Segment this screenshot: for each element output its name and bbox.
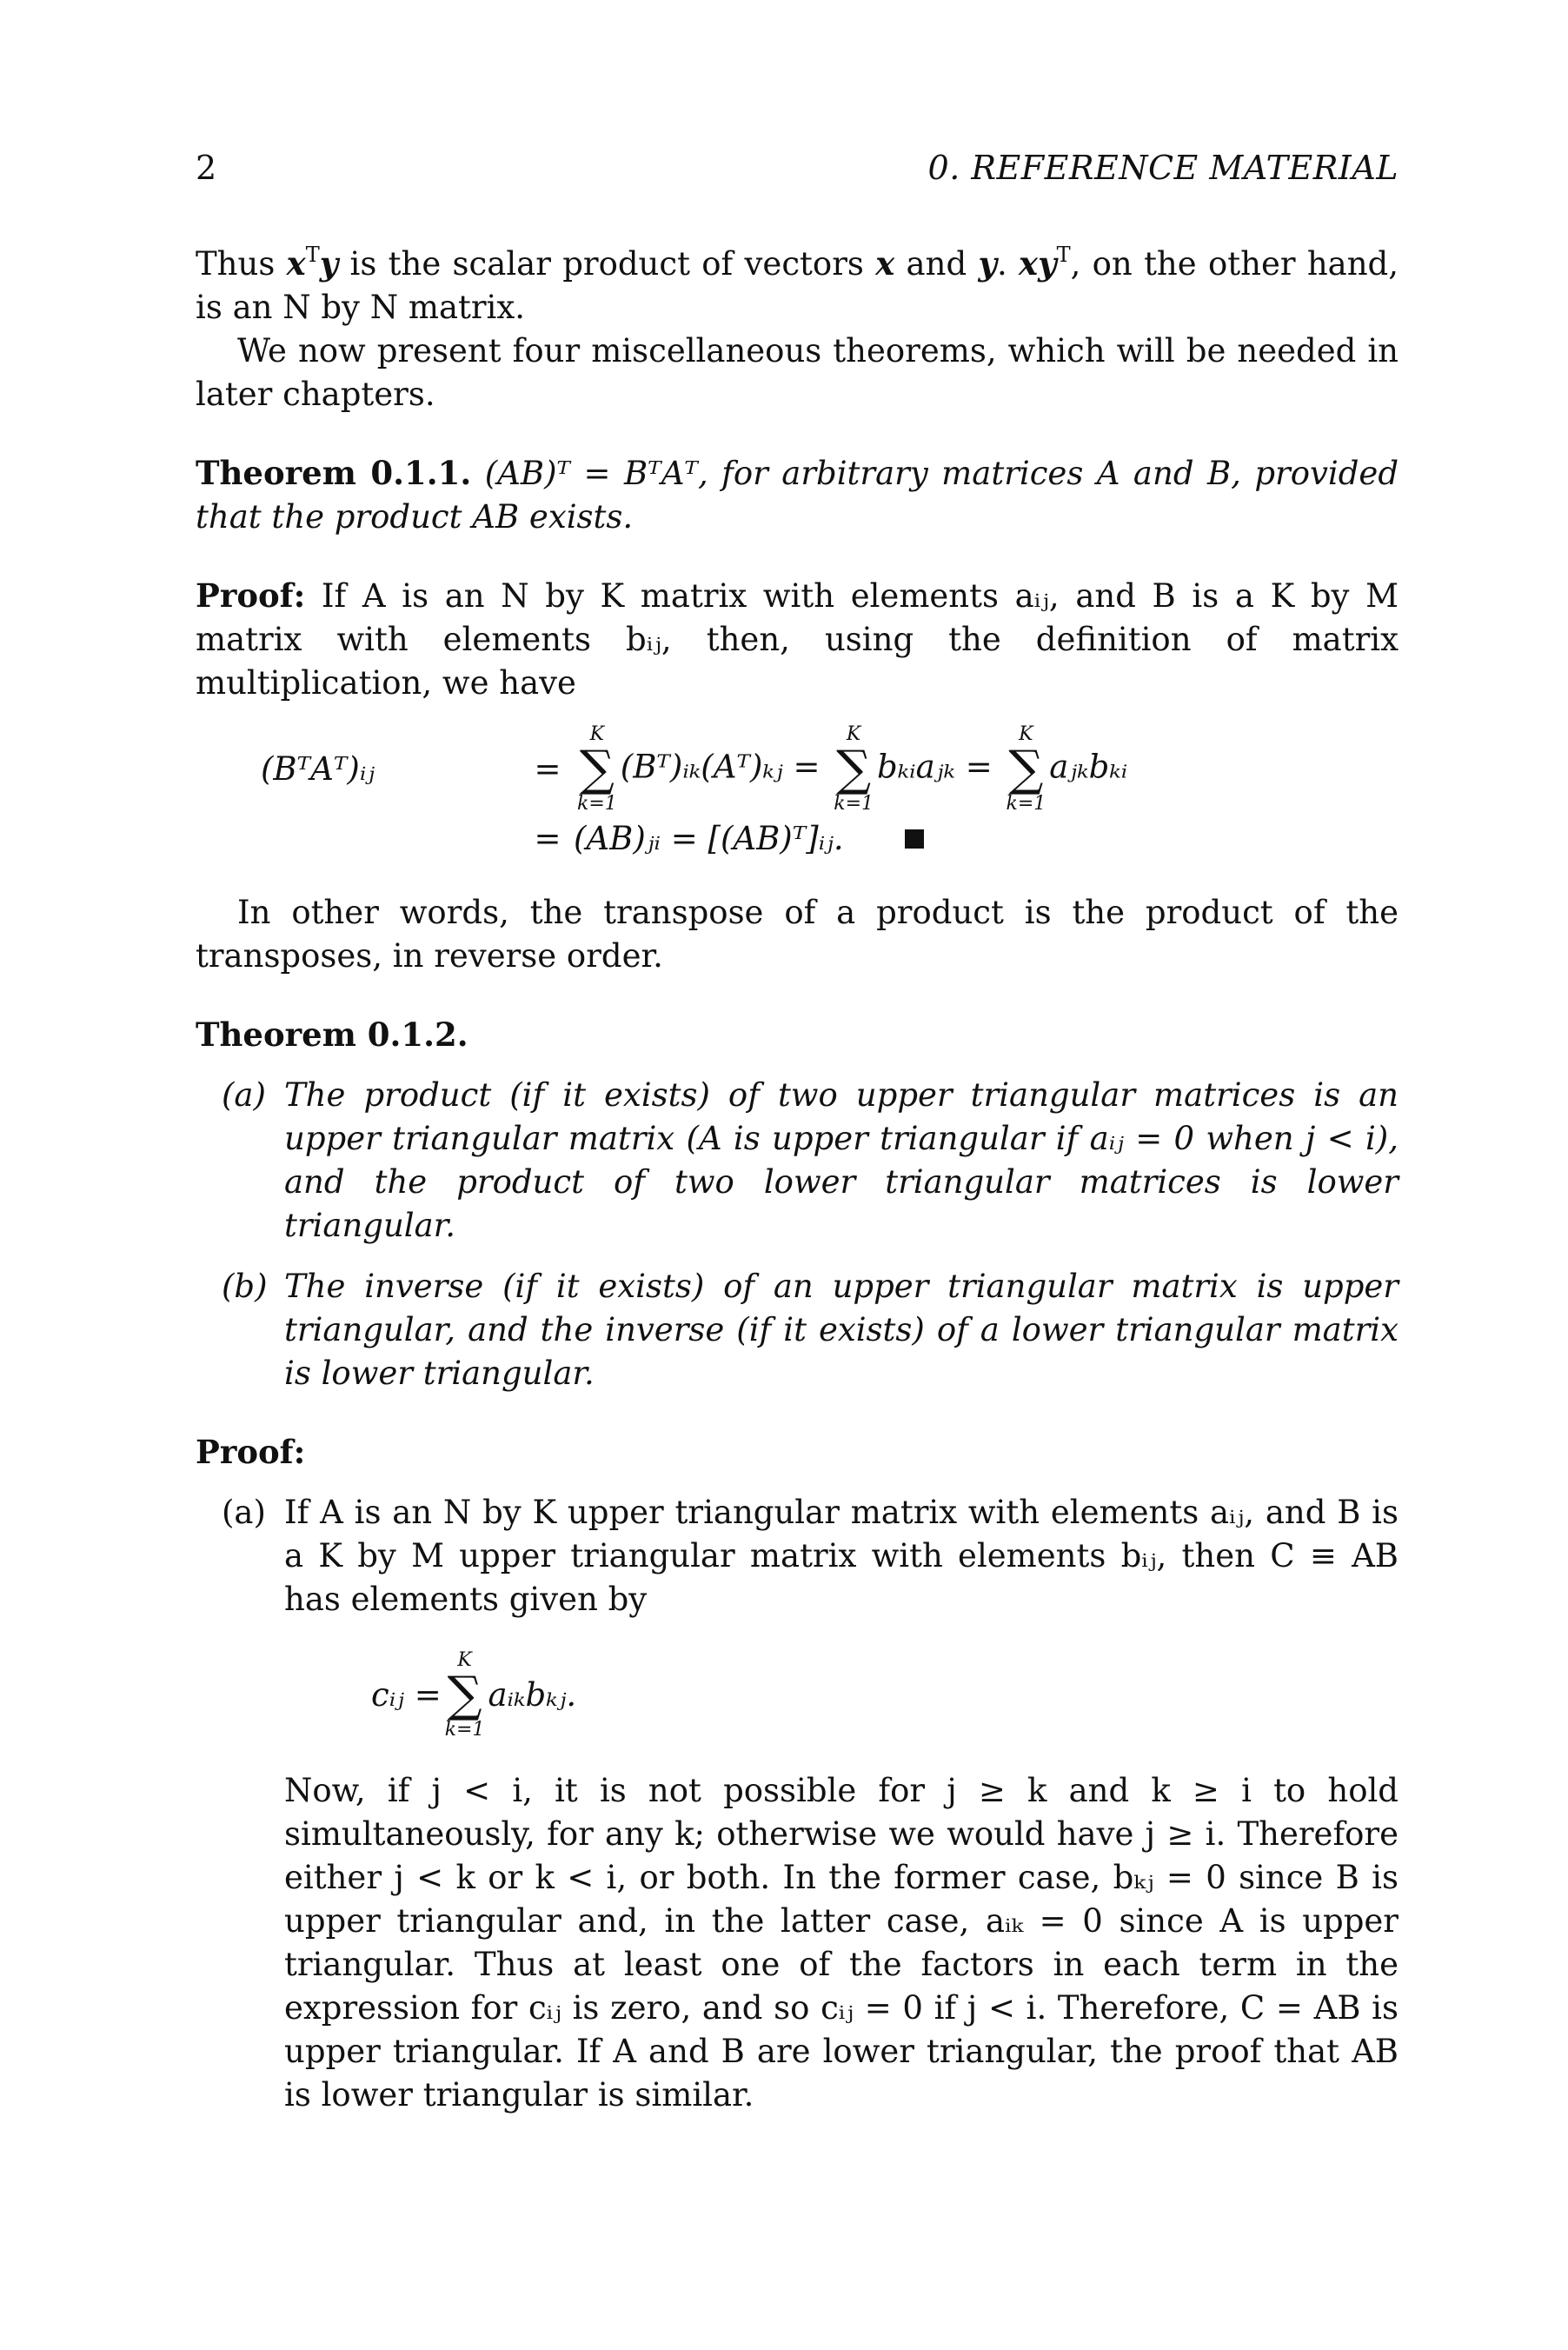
summation-symbol: K ∑ k=1 bbox=[444, 1649, 485, 1741]
summation-symbol: K ∑ k=1 bbox=[1006, 723, 1046, 815]
proof-item-text-1: If A is an N by K upper triangular matrix with elements aᵢⱼ, and B is a K by M upper triangular matrix with elements bᵢⱼ, then C ≡ AB has elements given by bbox=[284, 1494, 1399, 1618]
proof-item-a bbox=[196, 1491, 1399, 2117]
item-text: The inverse (if it exists) of an upper triangular matrix is upper triangular, and the inverse (if it exists) of a lower triangular matrix is lower triangular. bbox=[284, 1268, 1399, 1392]
intro-paragraph: Thus $x^Ty$ is the scalar product of vectors x and y. $xy^T$, on the other hand, is an N by N matrix. bbox=[196, 243, 1399, 326]
cij-rhs: aᵢₖbₖⱼ. bbox=[488, 1676, 577, 1714]
equation-term-1: (Bᵀ)ᵢₖ(Aᵀ)ₖⱼ = bbox=[620, 748, 821, 786]
qed-box-icon bbox=[905, 829, 924, 849]
intro-text-a: Thus bbox=[196, 245, 287, 283]
summation-symbol: K ∑ k=1 bbox=[834, 723, 874, 815]
theorem-item-b bbox=[196, 1265, 1399, 1395]
intro-text-c: and bbox=[894, 245, 979, 283]
proof-label-2: Proof: bbox=[196, 1433, 306, 1471]
theorem-0-1-2 bbox=[196, 1013, 1399, 1395]
equation-line-1 bbox=[196, 723, 1399, 815]
equation-rhs bbox=[574, 724, 1127, 815]
item-label: (a) bbox=[222, 1076, 266, 1114]
intro-paragraph-2: We now present four miscellaneous theorems, which will be needed in later chapters. bbox=[196, 332, 1399, 413]
proof-text: If A is an N by K matrix with elements aᵢⱼ, and B is a K by M matrix with elements bᵢⱼ, then, using the definition of matrix multiplication, we have bbox=[196, 577, 1399, 702]
equation-lhs: (BᵀAᵀ)ᵢⱼ bbox=[261, 750, 375, 788]
proof-item-text-2: Now, if j < i, it is not possible for j ≥ k and k ≥ i to hold simultaneously, for any k; otherwise we would have j ≥ i. Therefore either j < k or k < i, or both. In the former case, bₖⱼ = 0 since B is upper triangular and, in the latter case, aᵢₖ = 0 since A is upper triangular. Thus at least one of the factors in each term in the expression for cᵢⱼ is zero, and so cᵢⱼ = 0 if j < i. Therefore, C = AB is upper triangular. If A and B are lower triangular, the proof that AB is lower triangular is similar. bbox=[284, 1772, 1399, 2114]
item-text: The product (if it exists) of two upper triangular matrices is an upper triangular matrix (A is upper triangular if aᵢⱼ = 0 when j < i), and the product of two lower triangular matrices is lower triangular. bbox=[284, 1076, 1399, 1244]
proof-2 bbox=[196, 1430, 1399, 2117]
equation-line-2-text: (AB)ⱼᵢ = [(AB)ᵀ]ᵢⱼ. bbox=[574, 820, 844, 857]
summation-symbol: K ∑ k=1 bbox=[577, 723, 617, 815]
after-proof-paragraph: In other words, the transpose of a product is the product of the transposes, in reverse order. bbox=[196, 894, 1399, 975]
page-number: 2 bbox=[196, 149, 217, 187]
equation-term-3: aⱼₖbₖᵢ bbox=[1049, 748, 1128, 786]
equation-line-2 bbox=[196, 813, 1399, 865]
equation-term-2: bₖᵢaⱼₖ = bbox=[877, 748, 993, 786]
intro-text-b: is the scalar product of vectors bbox=[338, 245, 876, 283]
display-equation-cij bbox=[371, 1648, 1399, 1743]
theorem-0-1-1 bbox=[196, 451, 1399, 539]
equation-equals: = bbox=[534, 750, 561, 788]
item-label: (b) bbox=[222, 1268, 268, 1305]
page-header bbox=[196, 146, 1399, 190]
vector-y: y bbox=[319, 244, 339, 283]
theorem-statement: (AB)ᵀ = BᵀAᵀ, for arbitrary matrices A and B, provided that the product AB exists. bbox=[196, 455, 1399, 536]
display-equation-transpose bbox=[196, 723, 1399, 865]
theorem-label-2: Theorem 0.1.2. bbox=[196, 1015, 468, 1054]
proof-label: Proof: bbox=[196, 576, 306, 615]
intro-text-e: , on the other hand, is an N by N matrix. bbox=[196, 245, 1399, 326]
theorem-label: Theorem 0.1.1. bbox=[196, 454, 472, 492]
theorem-item-a bbox=[196, 1074, 1399, 1248]
cij-lhs: cᵢⱼ = bbox=[371, 1676, 442, 1714]
item-label: (a) bbox=[222, 1494, 266, 1531]
intro-text-d: . bbox=[996, 245, 1020, 283]
proof-1 bbox=[196, 574, 1399, 978]
equation-equals-2: = bbox=[534, 820, 561, 857]
running-title: 0. REFERENCE MATERIAL bbox=[927, 149, 1399, 187]
vector-x: x bbox=[286, 244, 306, 283]
